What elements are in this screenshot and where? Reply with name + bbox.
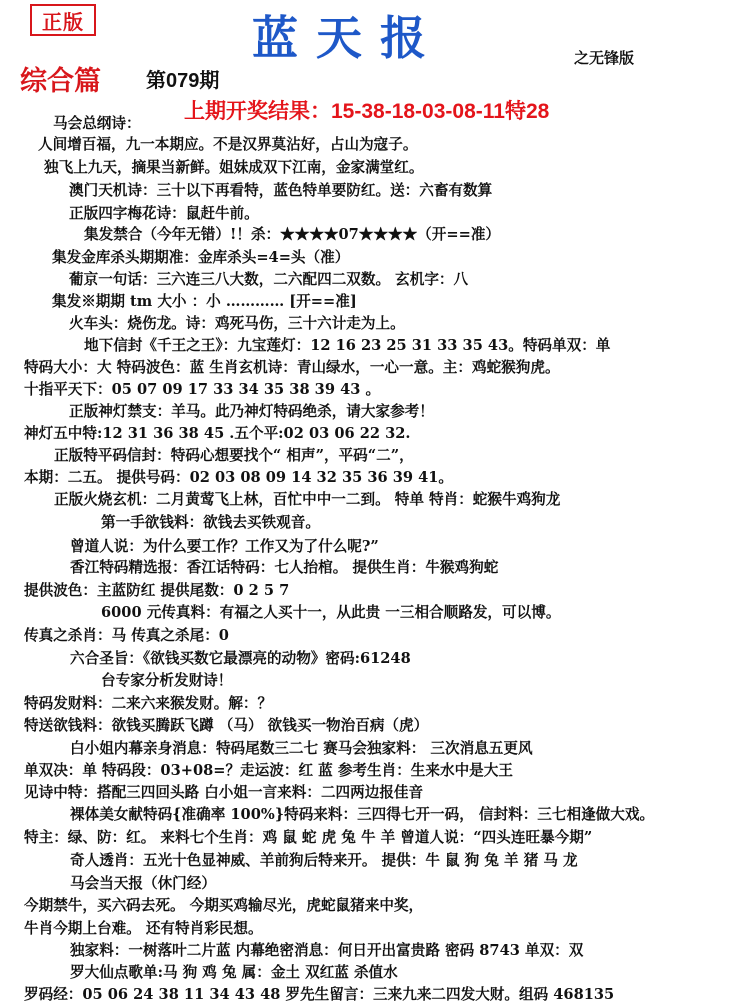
text-line: 正版特平码信封：特码心想要找个“ 相声”，平码“二”， (54, 447, 414, 464)
text-line: 今期禁牛，买六码去死。 今期买鸡输尽光，虎蛇鼠猪来中奖， (24, 897, 424, 914)
text-line: 马会当天报（休门经） (70, 875, 216, 892)
text-line: 提供波色：主蓝防红 提供尾数：0 2 5 7 (24, 582, 290, 599)
text-line: 6000 元传真料：有福之人买十一，从此贵 一三相合顺路发，可以博。 (101, 604, 561, 621)
text-line: 澳门天机诗：三十以下再看特，蓝色特单要防红。送：六畜有数算 (69, 182, 493, 199)
text-line: 葡京一句话：三六连三八大数，二六配四二双数。 玄机字：八 (69, 271, 469, 288)
text-line: 罗码经：05 06 24 38 11 34 43 48 罗先生留言：三来九来二四发大财。组码 468135 (24, 986, 615, 1003)
text-line: 特码发财料：二来六来猴发财。解：？ (24, 695, 273, 712)
text-line: 神灯五中特:12 31 36 38 45 .五个平:02 03 06 22 32. (24, 425, 411, 442)
text-line: 裸体美女献特码{准确率 100%}特码来料：三四得七开一码， 信封料：三七相逢做大戏。 (70, 806, 655, 823)
text-line: 人间增百福，九一本期应。不是汉界莫沾好，占山为寇子。 (38, 136, 418, 153)
text-line: 十指平天下：05 07 09 17 33 34 35 38 39 43 。 (24, 381, 381, 398)
text-line: 奇人透肖：五光十色显神威、羊前狗后特来开。 提供：牛 鼠 狗 兔 羊 猪 马 龙 (70, 852, 578, 869)
text-line: 六合圣旨：《欲钱买数它最漂亮的动物》密码:61248 (70, 650, 411, 667)
text-line: 牛肖今期上台难。 还有特肖彩民想。 (24, 920, 263, 937)
text-line: 集发金库杀头期期准：金库杀头=4=头（准） (52, 249, 350, 266)
text-line: 独家料：一树落叶二片蓝 内幕绝密消息：何日开出富贵路 密码 8743 单双：双 (70, 942, 584, 959)
text-line: 正版火烧玄机：二月黄莺飞上林，百忙中中一二到。 特单 特肖：蛇猴牛鸡狗龙 (54, 491, 561, 508)
text-line: 见诗中特：搭配三四回头路 白小姐一言来料：二四两边报佳音 (24, 784, 424, 801)
text-line: 特主：绿、防：红。 来料七个生肖：鸡 鼠 蛇 虎 兔 牛 羊 曾道人说：“四头连旺暴今期” (24, 829, 593, 846)
text-line: 特送欲钱料：欲钱买腾跃飞蹲 （马） 欲钱买一物治百病（虎） (24, 717, 429, 734)
text-line: 火车头：烧伤龙。诗：鸡死马伤，三十六计走为上。 (69, 315, 405, 332)
text-line: 集发禁合（今年无错）!！杀：★★★★07★★★★（开==准） (84, 226, 501, 243)
text-line: 第一手欲钱料：欲钱去买铁观音。 (101, 514, 320, 531)
text-line: 罗大仙点歌单:马 狗 鸡 兔 属：金土 双红蓝 杀值水 (70, 964, 398, 981)
text-line: 正版四字梅花诗：鼠赶牛前。 (69, 205, 259, 222)
edition-tag: 之无锋版 (574, 49, 635, 67)
text-line: 独飞上九天，摘果当新鲜。姐妹成双下江南，金家满堂红。 (44, 159, 424, 176)
text-line: 台专家分析发财诗！ (101, 672, 233, 689)
text-line: 香江特码精选报：香江话特码：七人抬棺。 提供生肖：牛猴鸡狗蛇 (70, 559, 499, 576)
text-line: 本期：二五。 提供号码：02 03 08 09 14 32 35 36 39 41。 (24, 469, 454, 486)
text-line: 传真之杀肖：马 传真之杀尾：0 (24, 627, 229, 644)
text-line: 特码大小：大 特码波色：蓝 生肖玄机诗：青山绿水，一心一意。主：鸡蛇猴狗虎。 (24, 359, 560, 376)
text-line: 地下信封《千王之王》：九宝莲灯：12 16 23 25 31 33 35 43。特码单双：单 (84, 337, 611, 354)
text-line: 单双决：单 特码段：03+08=？走运波：红 蓝 参考生肖：生来水中是大王 (24, 762, 513, 779)
text-line: 集发※期期 tm 大小 ：小 ………… [开==准] (52, 293, 357, 310)
text-line: 曾道人说：为什么要工作？工作又为了什么呢?” (70, 538, 379, 555)
section-title: 综合篇 (20, 66, 101, 97)
text-line: 马会总纲诗： (53, 115, 141, 132)
text-line: 白小姐内幕亲身消息：特码尾数三二七 赛马会独家料： 三次消息五更风 (70, 740, 533, 757)
newspaper-title: 蓝天报 (252, 11, 444, 65)
text-line: 正版神灯禁支：羊马。此乃神灯特码绝杀，请大家参考！ (69, 403, 434, 420)
genuine-stamp: 正版 (30, 4, 96, 36)
last-draw-result: 上期开奖结果：15-38-18-03-08-11特28 (184, 100, 550, 123)
issue-number: 第079期 (146, 70, 220, 92)
